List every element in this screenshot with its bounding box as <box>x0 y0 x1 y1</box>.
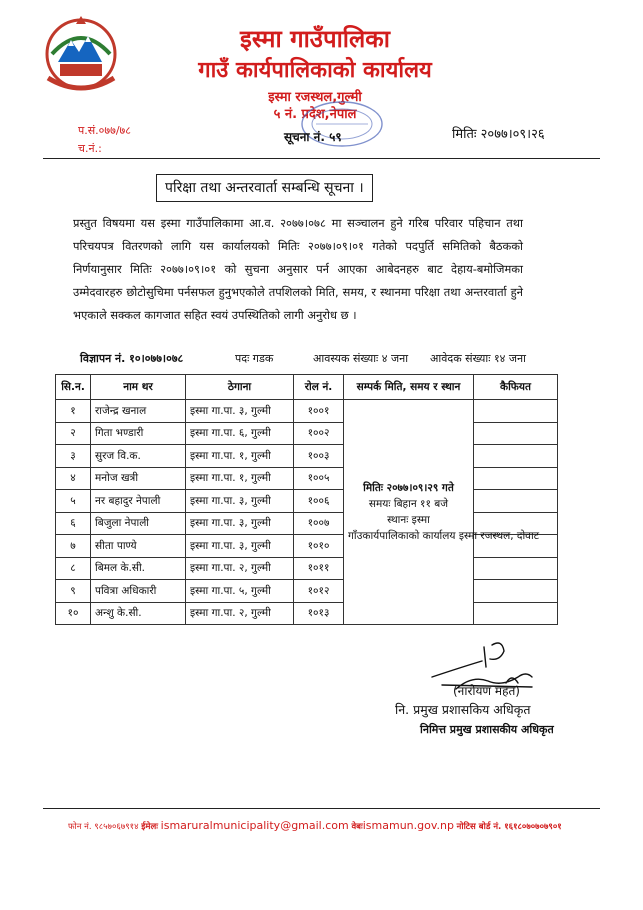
required-count: आवस्यक संख्याः ४ जना <box>313 352 409 365</box>
table-row <box>56 490 558 513</box>
table-header-row <box>56 375 558 400</box>
exam-place: गाँउकार्यपालिकाको कार्यालय इस्मा रजस्थल, दोवाट <box>348 530 540 542</box>
footer-email-label: ईमेलः <box>141 822 158 832</box>
row-name: सीता पाण्ये <box>91 535 186 558</box>
row-name: नर बहादुर नेपाली <box>91 490 186 513</box>
row-roll: १०१३ <box>294 602 344 625</box>
row-name: पवित्रा अधिकारी <box>91 580 186 603</box>
table-row <box>56 602 558 625</box>
row-address: इस्मा गा.पा. १, गुल्मी <box>186 467 294 490</box>
dispatch-number: च.नं.: <box>78 142 102 155</box>
notice-body: प्रस्तुत विषयमा यस इस्मा गाउँपालिकामा आ.व. २०७७।०७८ मा सञ्चालन हुने गरिब परिवार पहिचान तथा परिचयपत्र वितरणको लागि यस कार्यालयको मितिः २०७७।०९।०१ गतेको पदपुर्ति समितिको बैठकको निर्णयानुसार मितिः २०७७।०९।०१ को सुचना अनुसार पर्न आएका आबेदनहरु बाट देहाय-बमोजिमका उम्मेदवारहरु छोटोसुचिमा पर्नसफल हुनुभएकोले तपशिलको मिति, समय, र स्थानमा परिक्षा तथा अन्तरवार्ता हुने भएकाले सक्कल कागजात सहित स्वयं उपस्थितिको लागी अनुरोध छ । <box>73 216 523 323</box>
row-roll: १०१२ <box>294 580 344 603</box>
signatory-title: नि. प्रमुख प्रशासकिय अधिकृत <box>395 702 531 717</box>
table-row <box>56 580 558 603</box>
post-name: पदः गडक <box>235 352 274 365</box>
exam-time: समयः बिहान ११ बजे <box>368 498 449 510</box>
table-row <box>56 422 558 445</box>
col-header-contact: सम्पर्क मिति, समय र स्थान <box>344 375 474 400</box>
advertisement-number: विज्ञापन नं. १०।०७७।०७८ <box>80 352 184 365</box>
row-roll: १०१० <box>294 535 344 558</box>
col-header-sn: सि.न. <box>56 375 91 400</box>
row-address: इस्मा गा.पा. २, गुल्मी <box>186 557 294 580</box>
row-roll: १००१ <box>294 400 344 423</box>
row-address: इस्मा गा.पा. ३, गुल्मी <box>186 490 294 513</box>
row-name: राजेन्द्र खनाल <box>91 400 186 423</box>
row-remarks <box>474 445 558 468</box>
reference-number: प.सं.०७७/७८ <box>78 124 131 137</box>
signatory-title-stamp: निमित्त प्रमुख प्रशासकीय अधिकृत <box>420 723 554 736</box>
table-row <box>56 467 558 490</box>
candidate-table <box>55 374 558 625</box>
row-sn: ६ <box>56 512 91 535</box>
municipality-title: इस्मा गाउँपालिका <box>240 25 390 53</box>
footer-divider <box>43 808 600 809</box>
row-sn: ४ <box>56 467 91 490</box>
row-sn: ७ <box>56 535 91 558</box>
table-row <box>56 557 558 580</box>
table-row <box>56 400 558 423</box>
nepal-emblem-icon <box>38 14 124 94</box>
footer-web-label: वेबः <box>351 822 363 832</box>
exam-details <box>344 400 540 625</box>
row-name: अन्शु के.सी. <box>91 602 186 625</box>
footer-web[interactable]: ismamun.gov.np <box>362 819 454 832</box>
header-divider <box>43 158 600 159</box>
col-header-address: ठेगाना <box>186 375 294 400</box>
notice-number: सूचना नं. ५९ <box>284 130 342 144</box>
row-sn: ९ <box>56 580 91 603</box>
col-header-roll: रोल नं. <box>294 375 344 400</box>
row-address: इस्मा गा.पा. ३, गुल्मी <box>186 400 294 423</box>
row-remarks <box>474 557 558 580</box>
row-name: गिता भण्डारी <box>91 422 186 445</box>
row-address: इस्मा गा.पा. १, गुल्मी <box>186 445 294 468</box>
signatory-name: (नारोयण महत) <box>453 684 520 698</box>
footer-board: नोटिस बोर्ड नं. १६१८०७०७०७९०१ <box>456 822 562 832</box>
footer-email[interactable]: ismaruralmunicipality@gmail.com <box>160 819 349 832</box>
row-name: सुरज वि.क. <box>91 445 186 468</box>
footer-contact <box>68 819 562 832</box>
row-remarks <box>474 490 558 513</box>
row-sn: १ <box>56 400 91 423</box>
office-province: ५ नं. प्रदेश,नेपाल <box>273 107 357 122</box>
office-location: इस्मा रजस्थल,गुल्मी <box>268 90 362 105</box>
col-header-remarks: कैफियत <box>474 375 558 400</box>
row-roll: १००६ <box>294 490 344 513</box>
row-remarks <box>474 580 558 603</box>
row-address: इस्मा गा.पा. ५, गुल्मी <box>186 580 294 603</box>
row-roll: १०११ <box>294 557 344 580</box>
row-address: इस्मा गा.पा. २, गुल्मी <box>186 602 294 625</box>
row-address: इस्मा गा.पा. ६, गुल्मी <box>186 422 294 445</box>
row-name: बिमल के.सी. <box>91 557 186 580</box>
row-roll: १००७ <box>294 512 344 535</box>
row-remarks <box>474 422 558 445</box>
exam-place-label: स्थानः इस्मा <box>387 514 430 526</box>
col-header-name: नाम थर <box>91 375 186 400</box>
table-row <box>56 445 558 468</box>
applicant-count: आवेदक संख्याः १४ जना <box>430 352 527 365</box>
row-sn: २ <box>56 422 91 445</box>
row-roll: १००३ <box>294 445 344 468</box>
notice-date: मितिः २०७७।०९।२६ <box>452 127 545 142</box>
row-name: बिजुला नेपाली <box>91 512 186 535</box>
row-sn: १० <box>56 602 91 625</box>
row-roll: १००२ <box>294 422 344 445</box>
office-title: गाउँ कार्यपालिकाको कार्यालय <box>198 58 432 83</box>
row-remarks <box>474 400 558 423</box>
row-remarks <box>474 602 558 625</box>
row-sn: ३ <box>56 445 91 468</box>
row-remarks <box>474 467 558 490</box>
notice-subject: परिक्षा तथा अन्तरवार्ता सम्बन्धि सूचना । <box>156 174 373 202</box>
row-address: इस्मा गा.पा. ३, गुल्मी <box>186 535 294 558</box>
footer-phone: फोन नं. ९८५७०६७९१४ <box>68 822 139 832</box>
row-roll: १००५ <box>294 467 344 490</box>
row-name: मनोज खत्री <box>91 467 186 490</box>
row-sn: ५ <box>56 490 91 513</box>
row-sn: ८ <box>56 557 91 580</box>
row-address: इस्मा गा.पा. ३, गुल्मी <box>186 512 294 535</box>
exam-date: मितिः २०७७।०९।२९ गते <box>363 482 454 494</box>
